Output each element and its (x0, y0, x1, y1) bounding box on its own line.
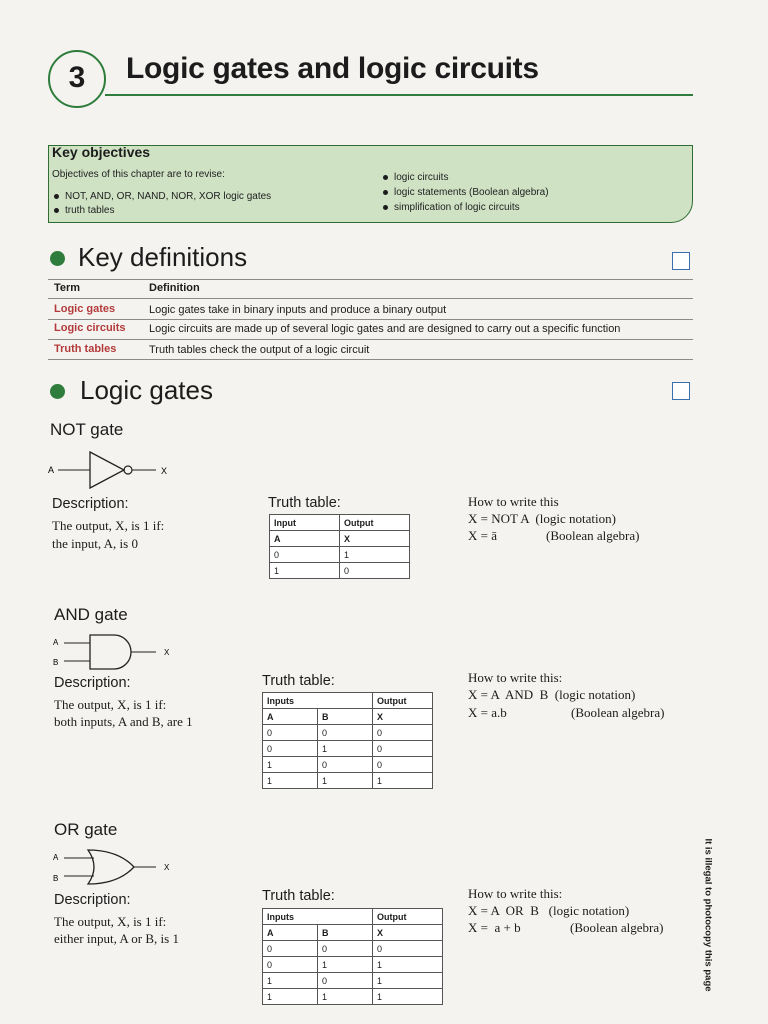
svg-text:A: A (53, 638, 59, 647)
definition-text: Logic gates take in binary inputs and produce a binary output (149, 304, 447, 316)
gate-title: AND gate (54, 605, 128, 624)
table-row: 0 1 (270, 547, 410, 563)
description-heading: Description: (52, 496, 129, 512)
definitions-header-definition: Definition (149, 282, 200, 294)
chapter-title: Logic gates and logic circuits (126, 52, 539, 85)
definition-term: Logic gates (54, 303, 116, 315)
objective-item: logic circuits (383, 172, 448, 183)
table-row: 0 1 0 (263, 741, 433, 757)
and-gate-symbol-icon (50, 634, 180, 670)
truth-table-heading: Truth table: (268, 495, 341, 511)
objectives-intro: Objectives of this chapter are to revise: (52, 169, 225, 180)
table-row: 1 1 1 (263, 773, 433, 789)
table-row: 0 0 0 (263, 725, 433, 741)
table-row: 0 0 0 (263, 941, 443, 957)
table-row: 1 0 1 (263, 973, 443, 989)
svg-text:X: X (164, 863, 170, 872)
svg-text:X: X (164, 648, 170, 657)
revision-checkbox[interactable] (672, 382, 690, 400)
svg-text:A: A (53, 853, 59, 862)
definition-text: Truth tables check the output of a logic circuit (149, 344, 370, 356)
description-line: the input, A, is 0 (52, 536, 138, 551)
definitions-header-term: Term (54, 282, 81, 294)
description-line: The output, X, is 1 if: (52, 518, 165, 533)
description-line: either input, A or B, is 1 (54, 931, 179, 946)
table-rule (48, 339, 693, 340)
description-heading: Description: (54, 892, 131, 908)
notation-heading: How to write this: (468, 886, 563, 901)
definition-term: Truth tables (54, 343, 117, 355)
table-rule (48, 298, 693, 299)
objective-item: truth tables (54, 205, 114, 216)
description-line: The output, X, is 1 if: (54, 914, 167, 929)
gate-title: NOT gate (50, 420, 124, 439)
or-gate-symbol-icon (50, 848, 180, 886)
section-bullet-icon (50, 251, 65, 266)
boolean-expression: X = ā (468, 528, 497, 543)
boolean-expression: X = a + b (468, 920, 521, 935)
truth-table-not: Input Output A X 0 1 1 0 (269, 514, 410, 579)
gate-title: OR gate (54, 820, 118, 839)
table-rule (48, 279, 693, 280)
objective-item: simplification of logic circuits (383, 202, 520, 213)
truth-table-heading: Truth table: (262, 888, 335, 904)
description-line: The output, X, is 1 if: (54, 697, 167, 712)
chapter-number: 3 (48, 50, 106, 108)
table-row: 1 0 0 (263, 757, 433, 773)
truth-table-and: Inputs Output A B X 0 0 0 0 1 0 1 0 0 1 1 1 (262, 692, 433, 789)
notation-heading: How to write this (468, 494, 559, 509)
section-title-key-definitions: Key definitions (78, 242, 248, 272)
section-bullet-icon (50, 384, 65, 399)
definition-text: Logic circuits are made up of several logic gates and are designed to carry out a specific function (149, 323, 621, 335)
logic-notation: X = A OR B (logic notation) (468, 903, 630, 918)
boolean-expression: X = a.b (468, 705, 507, 720)
objectives-title: Key objectives (52, 144, 151, 160)
table-rule (48, 359, 693, 360)
boolean-note: (Boolean algebra) (546, 528, 640, 543)
svg-text:A: A (48, 465, 55, 475)
description-line: both inputs, A and B, are 1 (54, 714, 193, 729)
truth-table-heading: Truth table: (262, 673, 335, 689)
boolean-note: (Boolean algebra) (570, 920, 664, 935)
objective-item: logic statements (Boolean algebra) (383, 187, 549, 198)
logic-notation: X = A AND B (logic notation) (468, 687, 636, 702)
boolean-note: (Boolean algebra) (571, 705, 665, 720)
logic-notation: X = NOT A (logic notation) (468, 511, 616, 526)
truth-table-or: Inputs Output A B X 0 0 0 0 1 1 1 0 1 1 1 1 (262, 908, 443, 1005)
revision-checkbox[interactable] (672, 252, 690, 270)
objective-item: NOT, AND, OR, NAND, NOR, XOR logic gates (54, 191, 271, 202)
table-row: 0 1 1 (263, 957, 443, 973)
svg-text:X: X (161, 466, 168, 476)
not-gate-symbol-icon (48, 449, 178, 491)
definition-term: Logic circuits (54, 322, 126, 334)
notation-heading: How to write this: (468, 670, 563, 685)
table-rule (48, 319, 693, 320)
svg-text:B: B (53, 874, 59, 883)
copyright-side-note: It is illegal to photocopy this page (702, 838, 714, 992)
chapter-title-rule (105, 94, 693, 96)
description-heading: Description: (54, 675, 131, 691)
section-title-logic-gates: Logic gates (80, 375, 213, 405)
table-row: 1 1 1 (263, 989, 443, 1005)
svg-text:B: B (53, 658, 59, 667)
table-row: 1 0 (270, 563, 410, 579)
